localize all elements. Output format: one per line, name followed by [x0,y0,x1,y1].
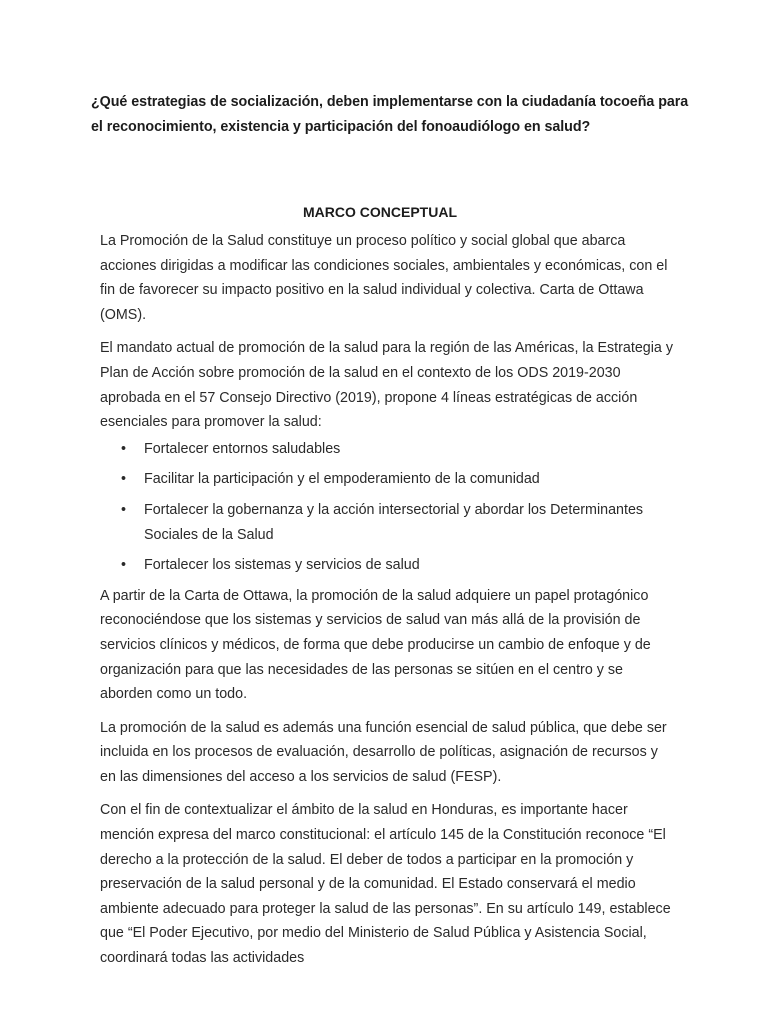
bullet-icon: • [121,440,127,457]
paragraph-ottawa-role: A partir de la Carta de Ottawa, la promoción de la salud adquiere un papel protagónico reconociéndose que los sistemas y servicios de salud van más allá de la provisión de servicios clínicos y médicos, de forma que debe producirse un cambio de enfoque y de organización para que las necesidades de las personas se sitúen en el centro y se aborden como un todo. [100,587,651,703]
list-item [121,467,675,492]
section-title: MARCO CONCEPTUAL [303,204,457,220]
paragraph-mandate: El mandato actual de promoción de la salud para la región de las Américas, la Estrategia y Plan de Acción sobre promoción de la salud en el contexto de los ODS 2019-2030 aprobada en el 57 Consejo Directivo (2019), propone 4 líneas estratégicas de acción esenciales para promover la salud: [100,340,673,431]
document-body [100,229,675,980]
paragraph-fesp: La promoción de la salud es además una función esencial de salud pública, que debe ser incluida en los procesos de evaluación, desarrollo de políticas, asignación de recursos y en las dimensiones del acceso a los servicios de salud (FESP). [100,719,667,785]
paragraph-honduras-constitution: Con el fin de contextualizar el ámbito de la salud en Honduras, es importante hacer mención expresa del marco constitucional: el artículo 145 de la Constitución reconoce “El derecho a la protección de la salud. El deber de todos a participar en la promoción y preservación de la salud personal y de la comunidad. El Estado conservará el medio ambiente adecuado para proteger la salud de las personas”. En su artículo 149, establece que “El Poder Ejecutivo, por medio del Ministerio de Salud Pública y Asistencia Social, coordinará todas las actividades [100,802,671,967]
research-question: ¿Qué estrategias de socialización, deben implementarse con la ciudadanía tocoeña para el reconocimiento, existencia y participación del fonoaudiólogo en salud? [91,94,689,135]
bullet-icon: • [121,557,127,574]
list-item [121,553,675,578]
bullet-icon: • [121,501,127,518]
bullet-icon: • [121,471,127,488]
paragraph-ottawa-definition: La Promoción de la Salud constituye un proceso político y social global que abarca acciones dirigidas a modificar las condiciones sociales, ambientales y económicas, con el fin de favorecer su impacto positivo en la salud individual y colectiva. Carta de Ottawa (OMS). [100,233,668,323]
list-item-text: Facilitar la participación y el empoderamiento de la comunidad [144,471,540,488]
list-item-text: Fortalecer los sistemas y servicios de salud [144,557,420,574]
list-item [121,498,675,547]
list-item-text: Fortalecer la gobernanza y la acción intersectorial y abordar los Determinantes Sociales de la Salud [144,501,644,543]
list-item-text: Fortalecer entornos saludables [144,440,341,457]
strategic-lines-list [100,437,675,578]
list-item [121,437,675,462]
